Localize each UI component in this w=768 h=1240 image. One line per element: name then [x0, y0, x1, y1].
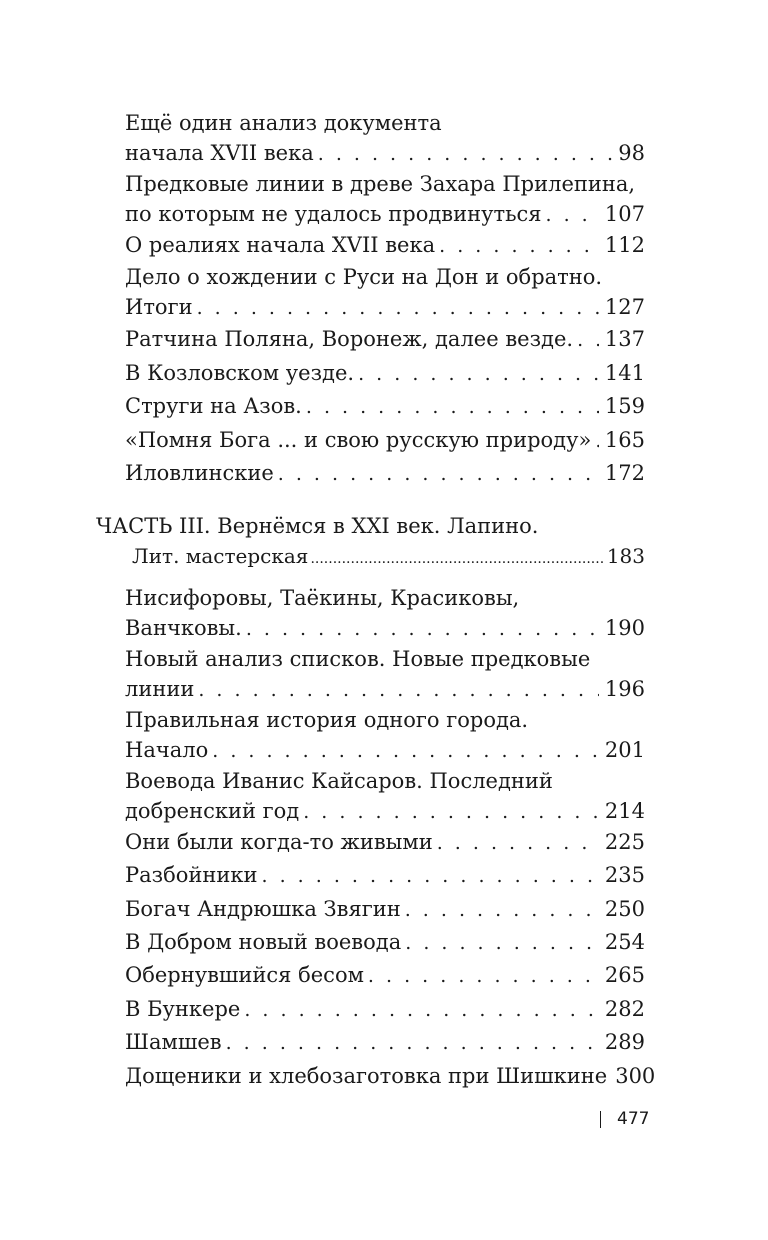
toc-entry-page: 250	[604, 897, 645, 921]
toc-entry-page: 190	[604, 616, 645, 640]
toc-entry-page: 196	[604, 677, 645, 701]
toc-entry-title: «Помня Бога ... и свою русскую природу»	[125, 428, 592, 452]
toc-entry	[125, 827, 645, 858]
toc-entry-title: Шамшев	[125, 1030, 222, 1054]
toc-entry	[125, 1061, 656, 1092]
toc-entry	[125, 108, 645, 169]
toc-entry-page: 141	[604, 361, 645, 385]
dot-leader	[437, 828, 599, 858]
toc-entry-title-line: Ещё один анализ документа	[125, 111, 442, 135]
toc-entry	[125, 425, 645, 456]
dot-leader	[198, 675, 599, 705]
toc-entry	[125, 705, 645, 766]
dot-leader	[303, 797, 599, 827]
dot-leader	[577, 325, 599, 355]
dot-leader	[306, 392, 599, 422]
toc-entry-title: Ратчина Поляна, Воронеж, далее везде.	[125, 327, 574, 351]
toc-entry-title-line: Правильная история одного города.	[125, 708, 529, 732]
toc-entry-page: 172	[604, 461, 645, 485]
toc-entry	[125, 994, 645, 1025]
toc-entry-page: 235	[604, 863, 645, 887]
toc-entry-title: В Козловском уезде.	[125, 361, 355, 385]
toc-entry-title: линии	[125, 677, 195, 701]
toc-entry-title-line: Воевода Иванис Кайсаров. Последний	[125, 769, 553, 793]
toc-entry-title: Дощеники и хлебозаготовка при Шишкине	[125, 1064, 608, 1088]
toc-entry	[125, 169, 645, 230]
toc-entry-title: Богач Андрюшка Звягин	[125, 897, 401, 921]
toc-entry-page: 137	[604, 327, 645, 351]
toc-entry-title: по которым не удалось продвинуться	[125, 202, 542, 226]
toc-entry-page: 265	[604, 963, 645, 987]
toc-entry-title-line: Предковые линии в древе Захара Прилепина,	[125, 172, 636, 196]
part-page: 183	[606, 544, 645, 568]
toc-entry-title: Струги на Азов.	[125, 394, 302, 418]
toc-entry-title: Обернувшийся бесом	[125, 963, 364, 987]
toc-entry-title: Они были когда-то живыми	[125, 830, 433, 854]
dot-leader	[197, 293, 599, 323]
toc-entry-page: 165	[604, 428, 645, 452]
toc-entry	[125, 583, 645, 644]
dot-leader	[244, 995, 599, 1025]
toc-entry-title: В Добром новый воевода	[125, 930, 402, 954]
dot-leader	[405, 895, 599, 925]
dot-leader	[318, 139, 613, 169]
toc-entry	[125, 894, 645, 925]
dot-leader	[439, 231, 599, 261]
toc-entry	[125, 960, 645, 991]
toc-entry-page: 201	[604, 738, 645, 762]
toc-entry	[125, 262, 645, 323]
dot-leader	[310, 544, 604, 574]
dot-leader	[246, 614, 599, 644]
toc-entry-title: Разбойники	[125, 863, 258, 887]
toc-entry	[125, 927, 645, 958]
toc-entry-page: 282	[604, 997, 645, 1021]
toc-entry	[125, 358, 645, 389]
dot-leader	[262, 861, 599, 891]
toc-entry	[125, 860, 645, 891]
toc-entry-page: 107	[604, 202, 645, 226]
toc-entry	[125, 458, 645, 489]
page-number-value: 477	[617, 1109, 650, 1129]
toc-entry-title: Начало	[125, 738, 209, 762]
toc-entry-page: 300	[615, 1064, 656, 1088]
toc-entry	[125, 324, 645, 355]
toc-entry-title: Итоги	[125, 295, 193, 319]
dot-leader	[595, 426, 599, 456]
dot-leader	[368, 961, 599, 991]
toc-entry-title: добренский год	[125, 799, 300, 823]
toc-entry	[125, 1027, 645, 1058]
toc-entry-page: 254	[604, 930, 645, 954]
toc-entry-title-line: Нисифоровы, Таёкины, Красиковы,	[125, 586, 520, 610]
dot-leader	[546, 200, 599, 230]
part-subtitle: Лит. мастерская	[132, 544, 309, 568]
page-number-divider	[600, 1111, 601, 1128]
toc-entry-page: 98	[618, 141, 645, 165]
toc-entry	[125, 644, 645, 705]
toc-entry	[125, 766, 645, 827]
dot-leader	[278, 459, 599, 489]
toc-entry-title: начала XVII века	[125, 141, 314, 165]
toc-part-heading	[96, 511, 645, 574]
page-number	[600, 1107, 649, 1131]
dot-leader	[405, 928, 599, 958]
toc-entry-title: Иловлинские	[125, 461, 274, 485]
toc-entry-page: 289	[604, 1030, 645, 1054]
toc-entry	[125, 391, 645, 422]
toc-entry-title: В Бункере	[125, 997, 241, 1021]
toc-entry	[125, 230, 645, 261]
toc-entry-page: 127	[604, 295, 645, 319]
toc-entry-page: 159	[604, 394, 645, 418]
toc-entry-page: 225	[604, 830, 645, 854]
toc-entry-page: 112	[604, 233, 645, 257]
toc-entry-title: О реалиях начала XVII века	[125, 233, 436, 257]
toc-entry-title-line: Новый анализ списков. Новые предковые	[125, 647, 591, 671]
part-title: ЧАСТЬ III. Вернёмся в XXI век. Лапино.	[96, 514, 539, 538]
dot-leader	[226, 1028, 599, 1058]
toc-entry-title: Ванчковы.	[125, 616, 242, 640]
toc-entry-page: 214	[604, 799, 645, 823]
dot-leader	[212, 736, 599, 766]
dot-leader	[358, 359, 599, 389]
toc-entry-title-line: Дело о хождении с Руси на Дон и обратно.	[125, 265, 603, 289]
